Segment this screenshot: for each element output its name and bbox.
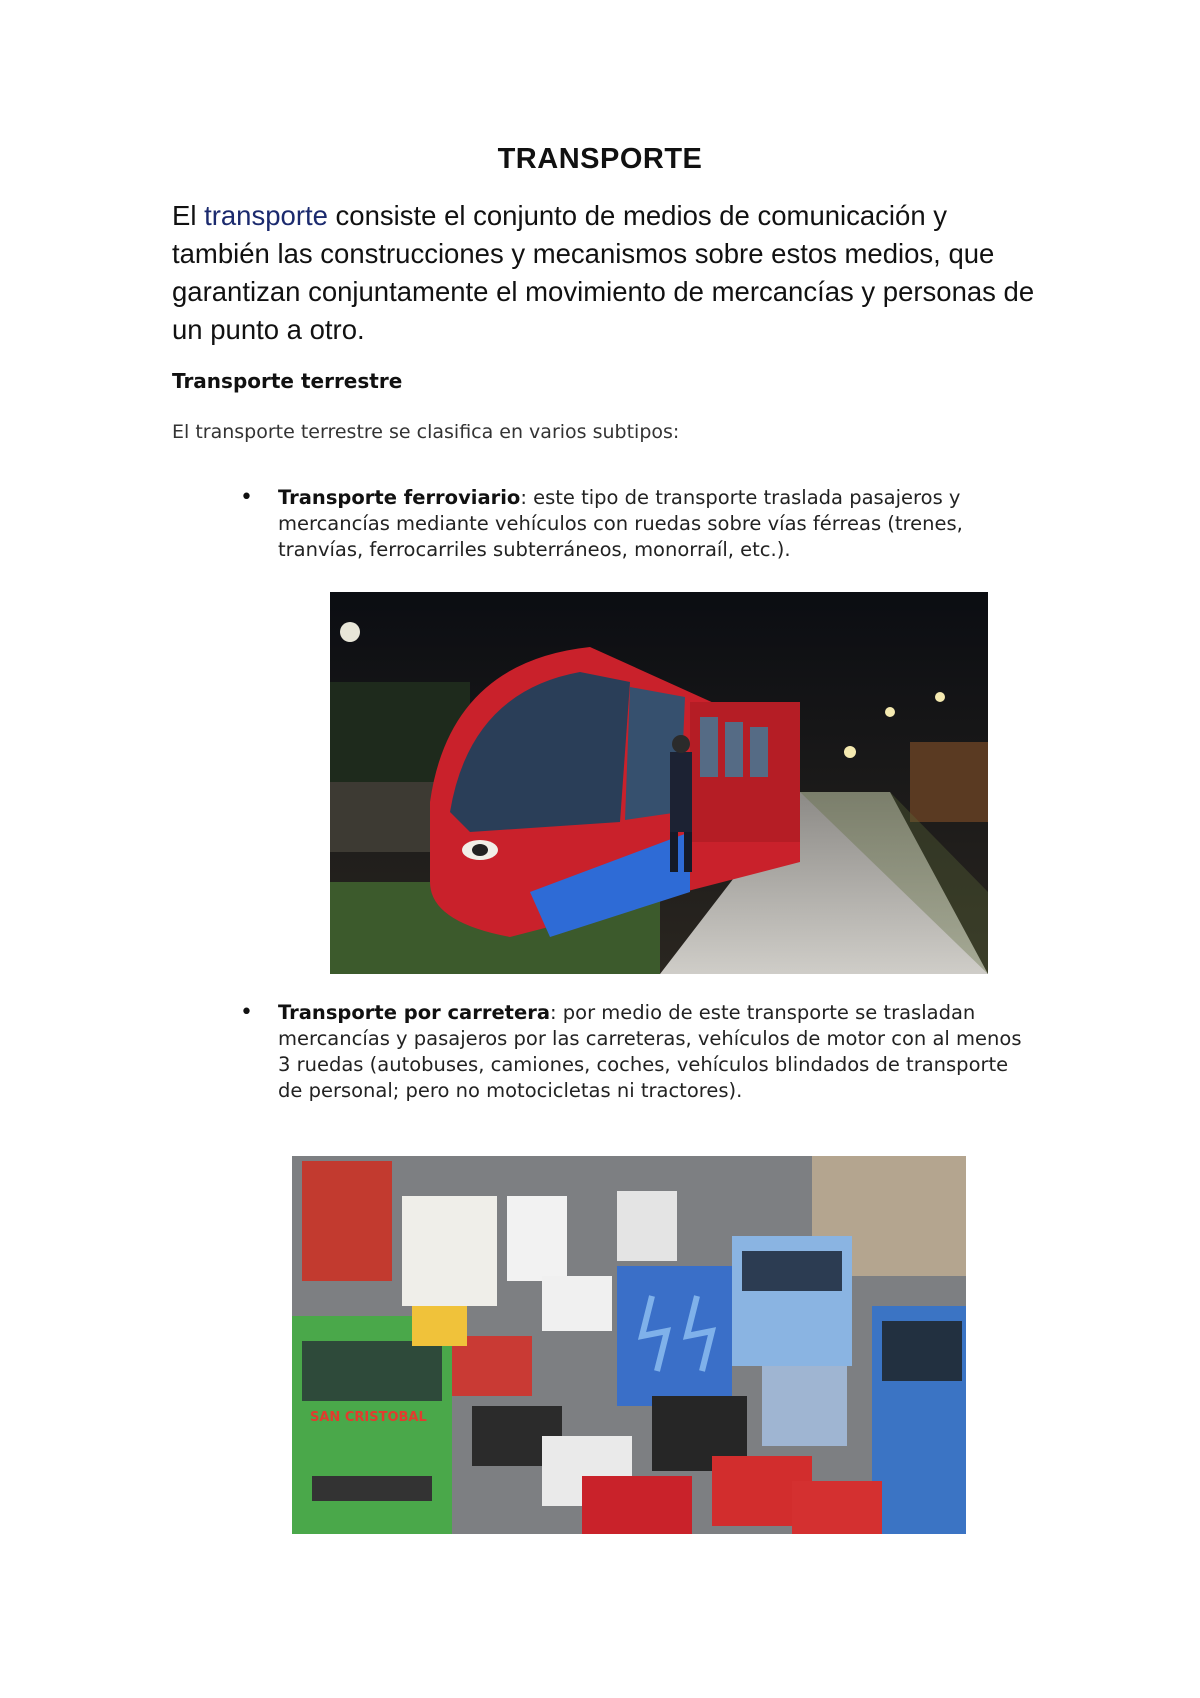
list-item-text: : por medio de este transporte se trasladan mercancías y pasajeros por las carreteras, vehículos de motor con al menos 3 ruedas (autobuses, camiones, coches, vehículos blindados de transporte de personal; pero no motocicletas ni tractores).: [278, 1001, 1022, 1102]
list-item-term: Transporte por carretera: [278, 1001, 550, 1024]
bus-destination-sign: SAN CRISTOBAL: [310, 1410, 427, 1425]
tram-photo: [330, 592, 988, 974]
section-intro: El transporte terrestre se clasifica en varios subtipos:: [172, 421, 680, 443]
page-title: TRANSPORTE: [497, 143, 703, 175]
intro-text-before: El: [172, 200, 205, 231]
list-item-rail: [278, 485, 1038, 563]
section-heading: Transporte terrestre: [172, 369, 403, 393]
traffic-illustration: [292, 1156, 966, 1534]
list-item-text: : este tipo de transporte traslada pasajeros y mercancías mediante vehículos con ruedas sobre vías férreas (trenes, tranvías, ferrocarriles subterráneos, monorraíl, etc.).: [278, 486, 963, 561]
list-item-road: [278, 1000, 1038, 1104]
tram-illustration: [330, 592, 988, 974]
intro-paragraph: [172, 197, 1052, 349]
traffic-photo: [292, 1156, 966, 1534]
intro-keyword-link[interactable]: transporte: [204, 200, 328, 231]
bullet-marker: •: [240, 1000, 253, 1025]
list-item-term: Transporte ferroviario: [278, 486, 521, 509]
bullet-marker: •: [240, 485, 253, 510]
intro-text-after: consiste el conjunto de medios de comunicación y también las construcciones y mecanismos sobre estos medios, que garantizan conjuntamente el movimiento de mercancías y personas de un punto a otro.: [172, 200, 1035, 345]
